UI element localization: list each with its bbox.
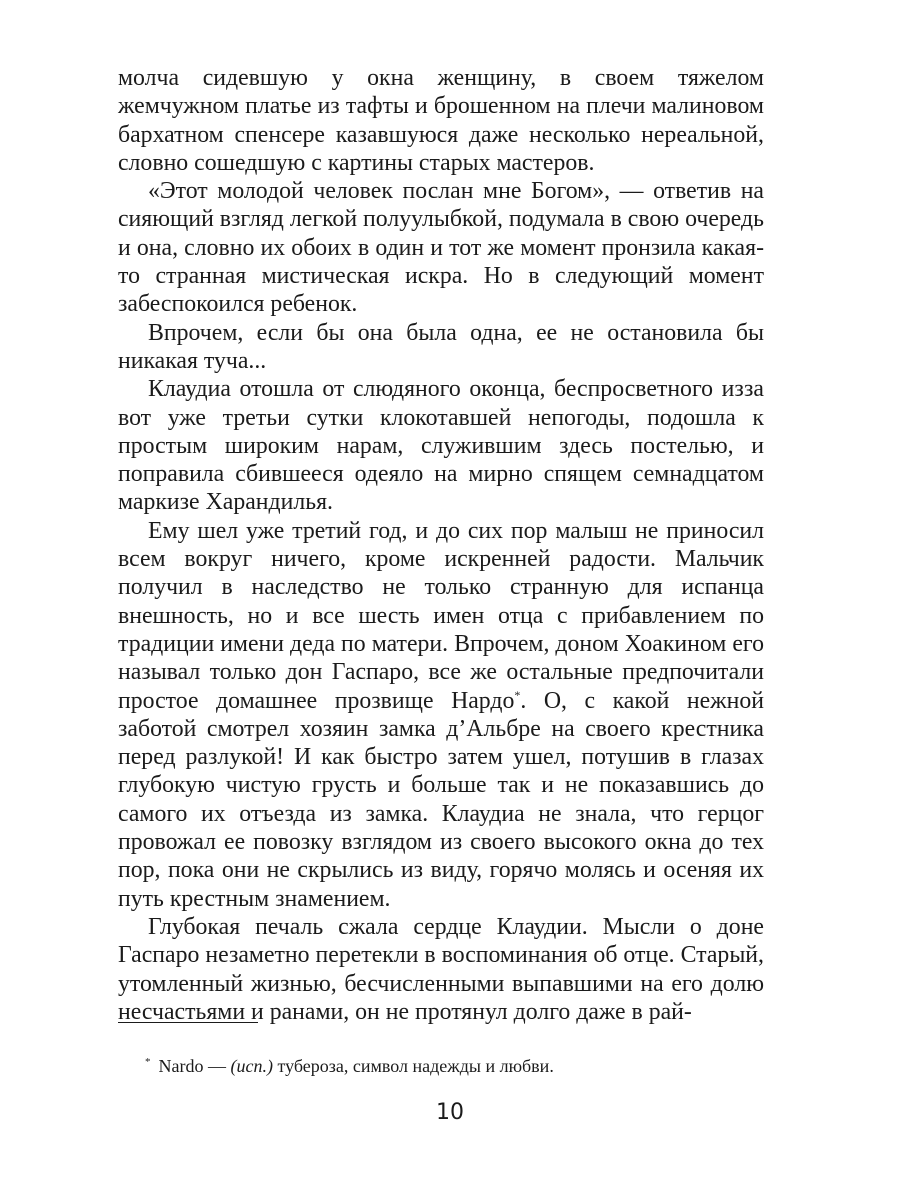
paragraph-4: Клаудиа отошла от слюдяного оконца, беспросветного изза вот уже третьи сутки клокотавшей непогоды, подошла к простым широким нарам, служившим здесь постелью, и поправила сбившееся одеяло на мирно спящем семнадцатом маркизе Харандилья. bbox=[118, 376, 764, 516]
paragraph-3: Впрочем, если бы она была одна, ее не остановила бы никакая туча... bbox=[118, 319, 764, 374]
footnote-dash: — bbox=[207, 1056, 226, 1076]
page-body bbox=[118, 64, 764, 1026]
footnote-reference[interactable]: * bbox=[514, 687, 521, 702]
page-number: 10 bbox=[436, 1100, 464, 1125]
footnote-divider bbox=[118, 1022, 258, 1023]
paragraph-1: молча сидевшую у окна женщину, в своем тяжелом жемчужном платье из тафты и брошенном на плечи малиновом бархатном спенсере казавшуюся даже несколько нереальной, словно сошедшую с картины старых мастеров. bbox=[118, 65, 764, 176]
main-text bbox=[118, 64, 764, 1026]
paragraph-5-part-2: . О, с какой нежной заботой смотрел хозяин замка д’Альбре на своего крестника перед разлукой! И как быстро затем ушел, потушив в глазах глубокую чистую грусть и больше так и не показавшись до самого их отъезда из замка. Клаудиа не знала, что герцог провожал ее повозку взглядом из своего высокого окна до тех пор, пока они не скрылись из виду, горячо молясь и осеняя их путь крестным знамением. bbox=[118, 687, 764, 912]
footnote-term: Nardo bbox=[158, 1056, 204, 1076]
footnote bbox=[145, 1051, 785, 1077]
paragraph-6: Глубокая печаль сжала сердце Клаудии. Мысли о доне Гаспаро незаметно перетекли в воспоминания об отце. Старый, утомленный жизнью, бесчисленными выпавшими на его долю несчастьями и ранами, он не протянул долго даже в рай- bbox=[118, 913, 764, 1025]
paragraph-5-part-1: Ему шел уже третий год, и до сих пор малыш не приносил всем вокруг ничего, кроме искренней радости. Мальчик получил в наследство не только странную для испанца внешность, но и все шесть имен отца с прибавлением по традиции имени деда по матери. Впрочем, доном Хоакином его называл только дон Гаспаро, все же остальные предпочитали простое домашнее прозвище Нардо bbox=[118, 517, 764, 714]
footnote-language: (исп.) bbox=[230, 1056, 273, 1076]
paragraph-5 bbox=[118, 517, 764, 913]
footnote-mark: * bbox=[145, 1056, 151, 1068]
paragraph-2: «Этот молодой человек послан мне Богом», — ответив на сияющий взгляд легкой полуулыбкой, подумала в свою очередь и она, словно их обоих в один и тот же момент пронзила какая-то странная мистическая искра. Но в следующий момент забеспокоился ребенок. bbox=[118, 178, 764, 318]
footnote-definition: тубероза, символ надежды и любви. bbox=[277, 1056, 554, 1076]
